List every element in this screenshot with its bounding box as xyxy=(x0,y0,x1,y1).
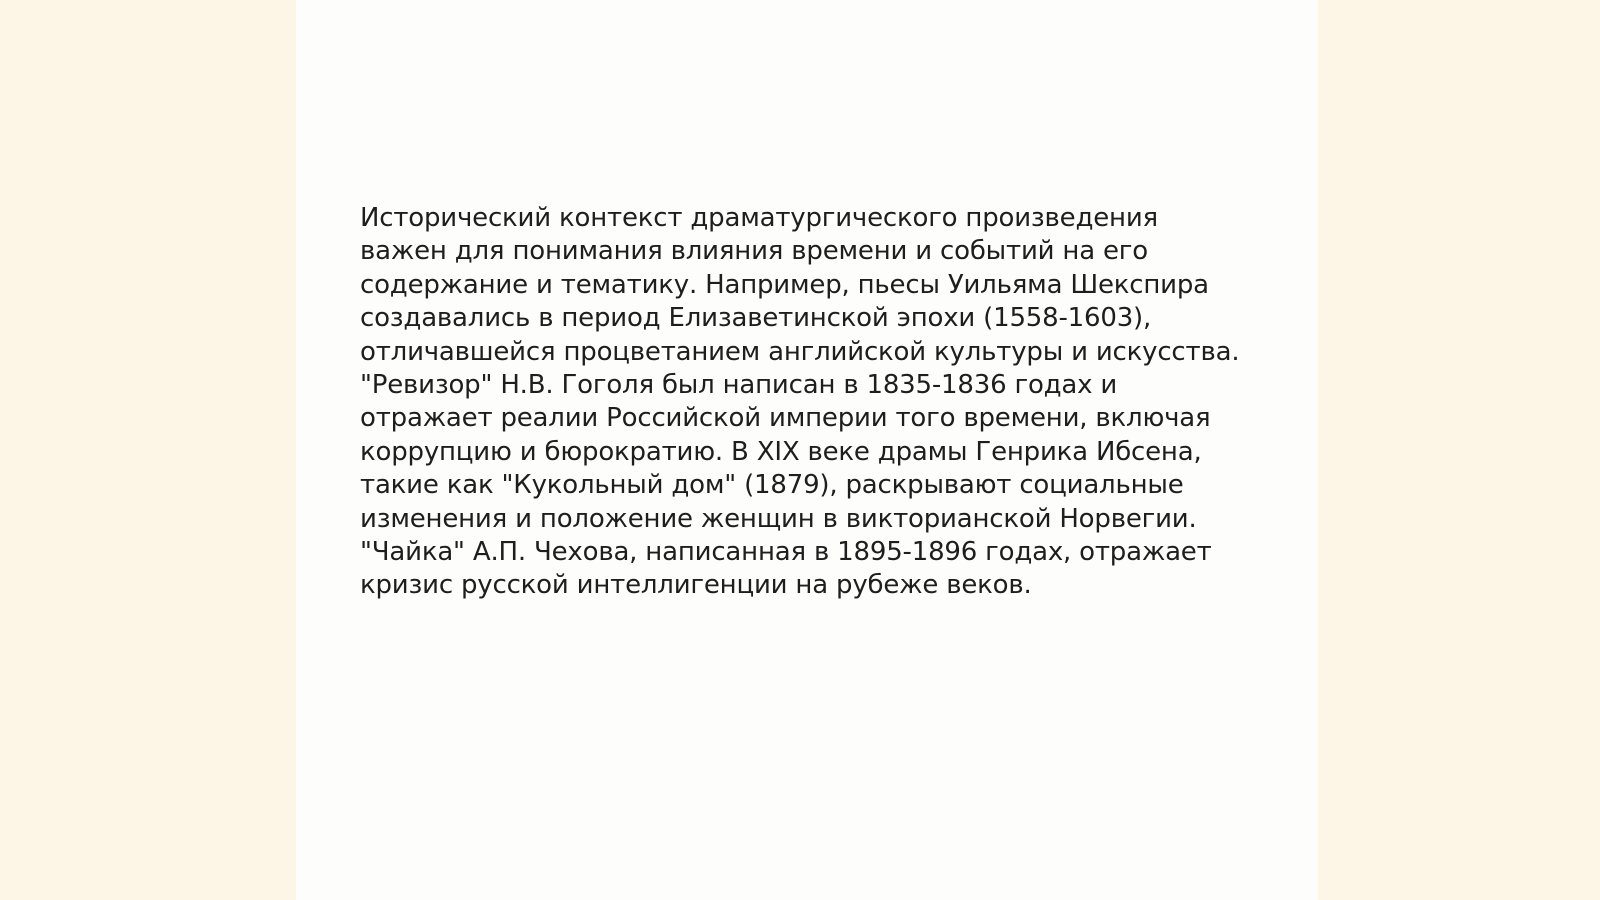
paragraph-line: содержание и тематику. Например, пьесы Уильяма Шекспира xyxy=(360,269,1209,300)
paragraph-line: "Ревизор" Н.В. Гоголя был написан в 1835-1836 годах и xyxy=(360,370,1118,401)
paragraph-line: отличавшейся процветанием английской культуры и искусства. xyxy=(360,336,1240,367)
paragraph-line: "Чайка" А.П. Чехова, написанная в 1895-1896 годах, отражает xyxy=(360,537,1212,568)
document-page xyxy=(296,0,1318,900)
paragraph-line: Исторический контекст драматургического произведения xyxy=(360,203,1158,233)
body-paragraph xyxy=(360,202,1260,603)
paragraph-line: отражает реалии Российской империи того времени, включая xyxy=(360,403,1211,434)
paragraph-line: кризис русской интеллигенции на рубеже веков. xyxy=(360,570,1032,601)
paragraph-line: изменения и положение женщин в викторианской Норвегии. xyxy=(360,503,1197,534)
paragraph-line: такие как "Кукольный дом" (1879), раскрывают социальные xyxy=(360,470,1184,501)
left-margin-panel xyxy=(0,0,296,900)
right-margin-panel xyxy=(1318,0,1600,900)
paragraph-line: создавались в период Елизаветинской эпохи (1558-1603), xyxy=(360,303,1152,334)
paragraph-line: коррупцию и бюрократию. В XIX веке драмы Генрика Ибсена, xyxy=(360,436,1202,467)
paragraph-line: важен для понимания влияния времени и событий на его xyxy=(360,236,1148,267)
